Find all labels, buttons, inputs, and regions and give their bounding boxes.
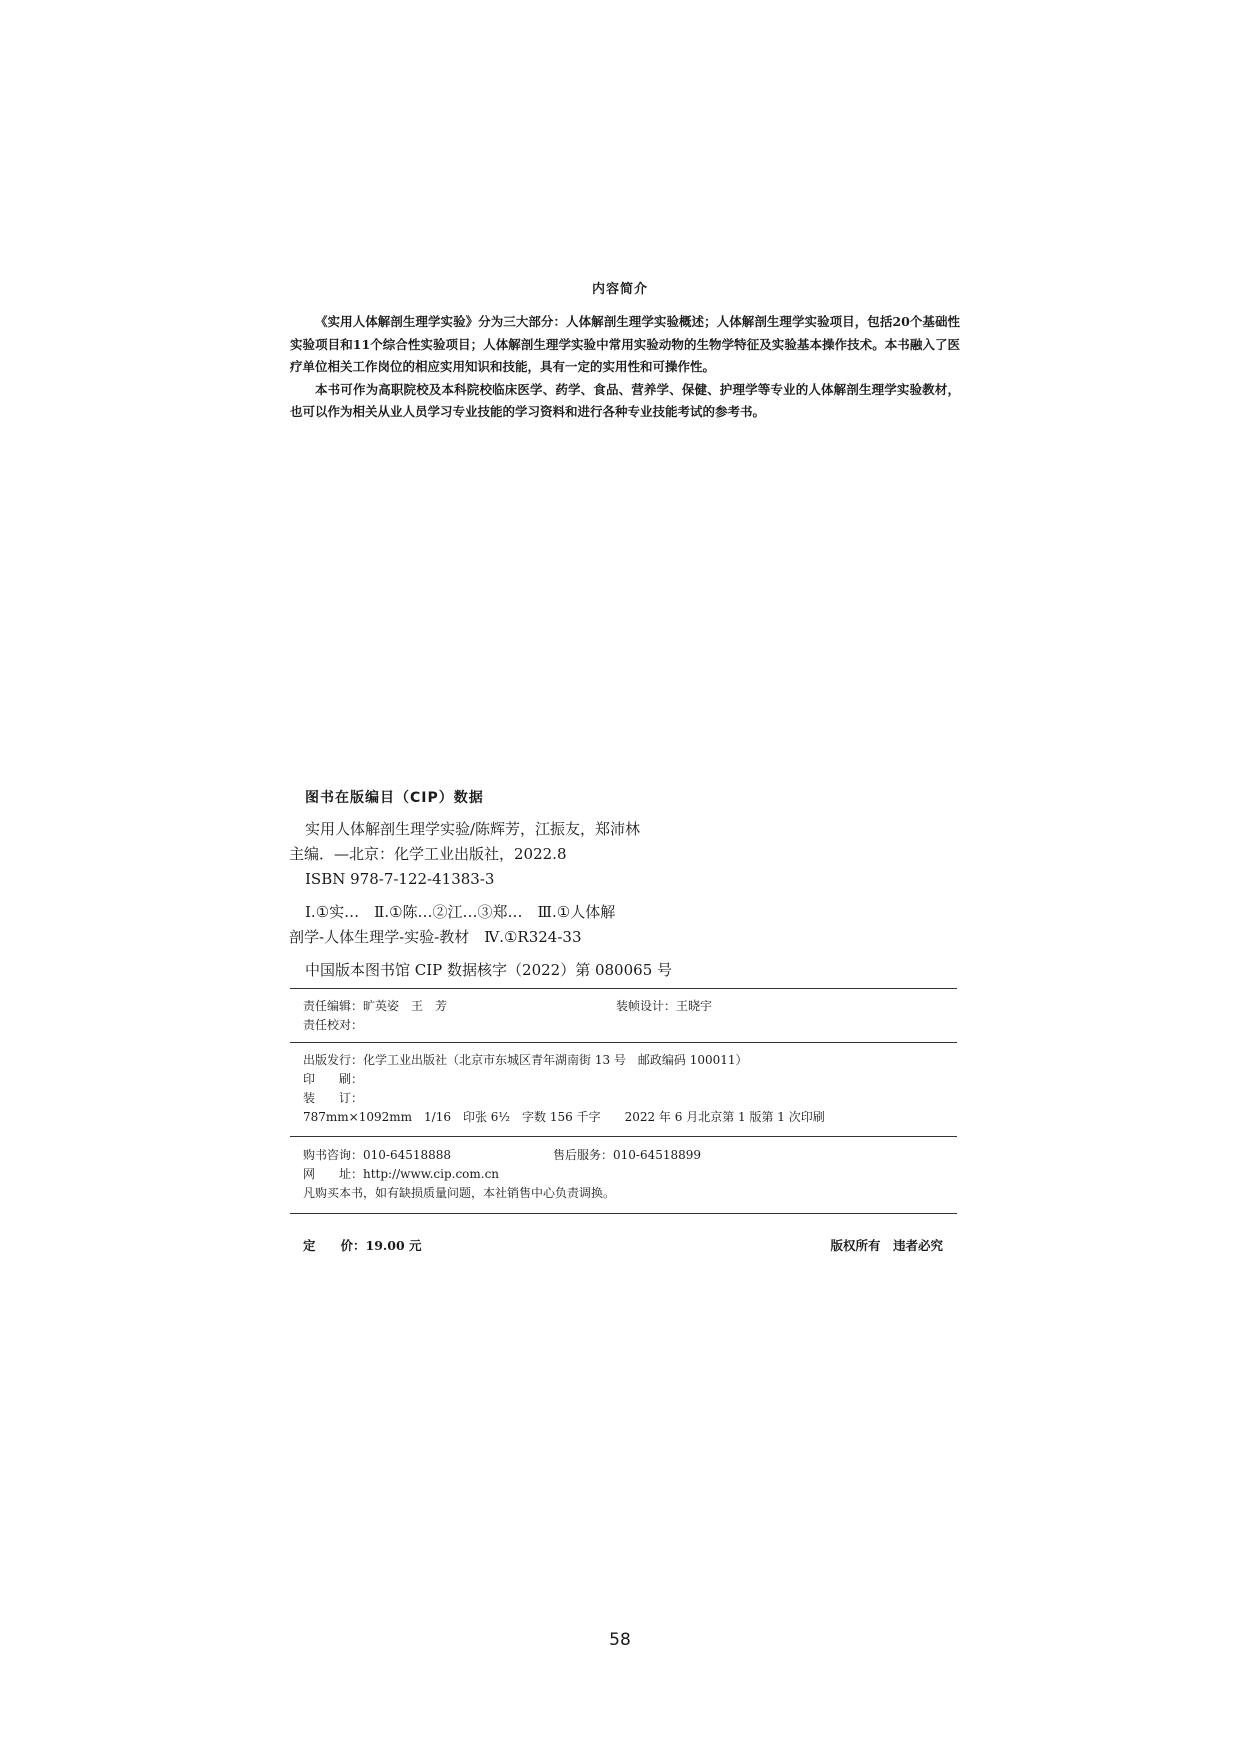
quality-notice: 凡购买本书，如有缺损质量问题，本社销售中心负责调换。 [303, 1186, 616, 1200]
divider [290, 1042, 957, 1043]
intro-paragraph: 本书可作为高职院校及本科院校临床医学、药学、食品、营养学、保健、护理学等专业的人体解剖生理学实验教材，也可以作为相关从业人员学习专业技能的学习资料和进行各种专业技能考试的参考书。 [290, 381, 960, 419]
divider [290, 1213, 957, 1214]
print-specs: 787mm×1092mm 1/16 印张 6½ 字数 156 千字 2022 年 6 月北京第 1 版第 1 次印刷 [303, 1110, 825, 1124]
cip-line: Ⅰ.①实… Ⅱ.①陈…②江…③郑… Ⅲ.①人体解 [305, 903, 616, 921]
purchase-hotline: 购书咨询：010-64518888 [303, 1148, 452, 1162]
cip-record-number: 中国版本图书馆 CIP 数据核字（2022）第 080065 号 [305, 961, 673, 979]
intro-text [290, 311, 960, 424]
page-number: 58 [609, 1630, 631, 1650]
responsible-editor: 责任编辑：旷英姿 王 芳 [303, 999, 448, 1013]
cip-heading: 图书在版编目（CIP）数据 [305, 790, 484, 806]
cover-design: 装帧设计：王晓宇 [616, 999, 713, 1013]
cip-line: 剖学-人体生理学-实验-教材 Ⅳ.①R324-33 [289, 928, 582, 946]
printing: 印 刷： [303, 1072, 364, 1086]
publisher-distribution: 出版发行：化学工业出版社（北京市东城区青年湖南街 13 号 邮政编码 100011） [303, 1053, 748, 1067]
proofreader: 责任校对： [303, 1018, 364, 1032]
copyright-notice: 版权所有 违者必究 [830, 1238, 943, 1253]
intro-paragraph: 《实用人体解剖生理学实验》分为三大部分：人体解剖生理学实验概述；人体解剖生理学实验项目，包括20个基础性实验项目和11个综合性实验项目；人体解剖生理学实验中常用实验动物的生物学特征及实验基本操作技术。本书融入了医疗单位相关工作岗位的相应实用知识和技能，具有一定的实用性和可操作性。 [290, 314, 960, 374]
cip-line: 实用人体解剖生理学实验/陈辉芳，江振友，郑沛林 [305, 820, 641, 838]
cip-data-block [289, 817, 729, 983]
price: 定 价：19.00 元 [303, 1238, 422, 1253]
intro-title: 内容简介 [591, 282, 648, 297]
after-sales-hotline: 售后服务：010-64518899 [553, 1148, 702, 1162]
cip-line: 主编．—北京：化学工业出版社，2022.8 [289, 845, 567, 863]
cip-isbn: ISBN 978-7-122-41383-3 [305, 870, 495, 888]
binding: 装 订： [303, 1091, 364, 1105]
price-row [303, 1236, 943, 1254]
divider [290, 1136, 957, 1137]
website: 网 址：http://www.cip.com.cn [303, 1167, 500, 1181]
divider [290, 988, 957, 989]
